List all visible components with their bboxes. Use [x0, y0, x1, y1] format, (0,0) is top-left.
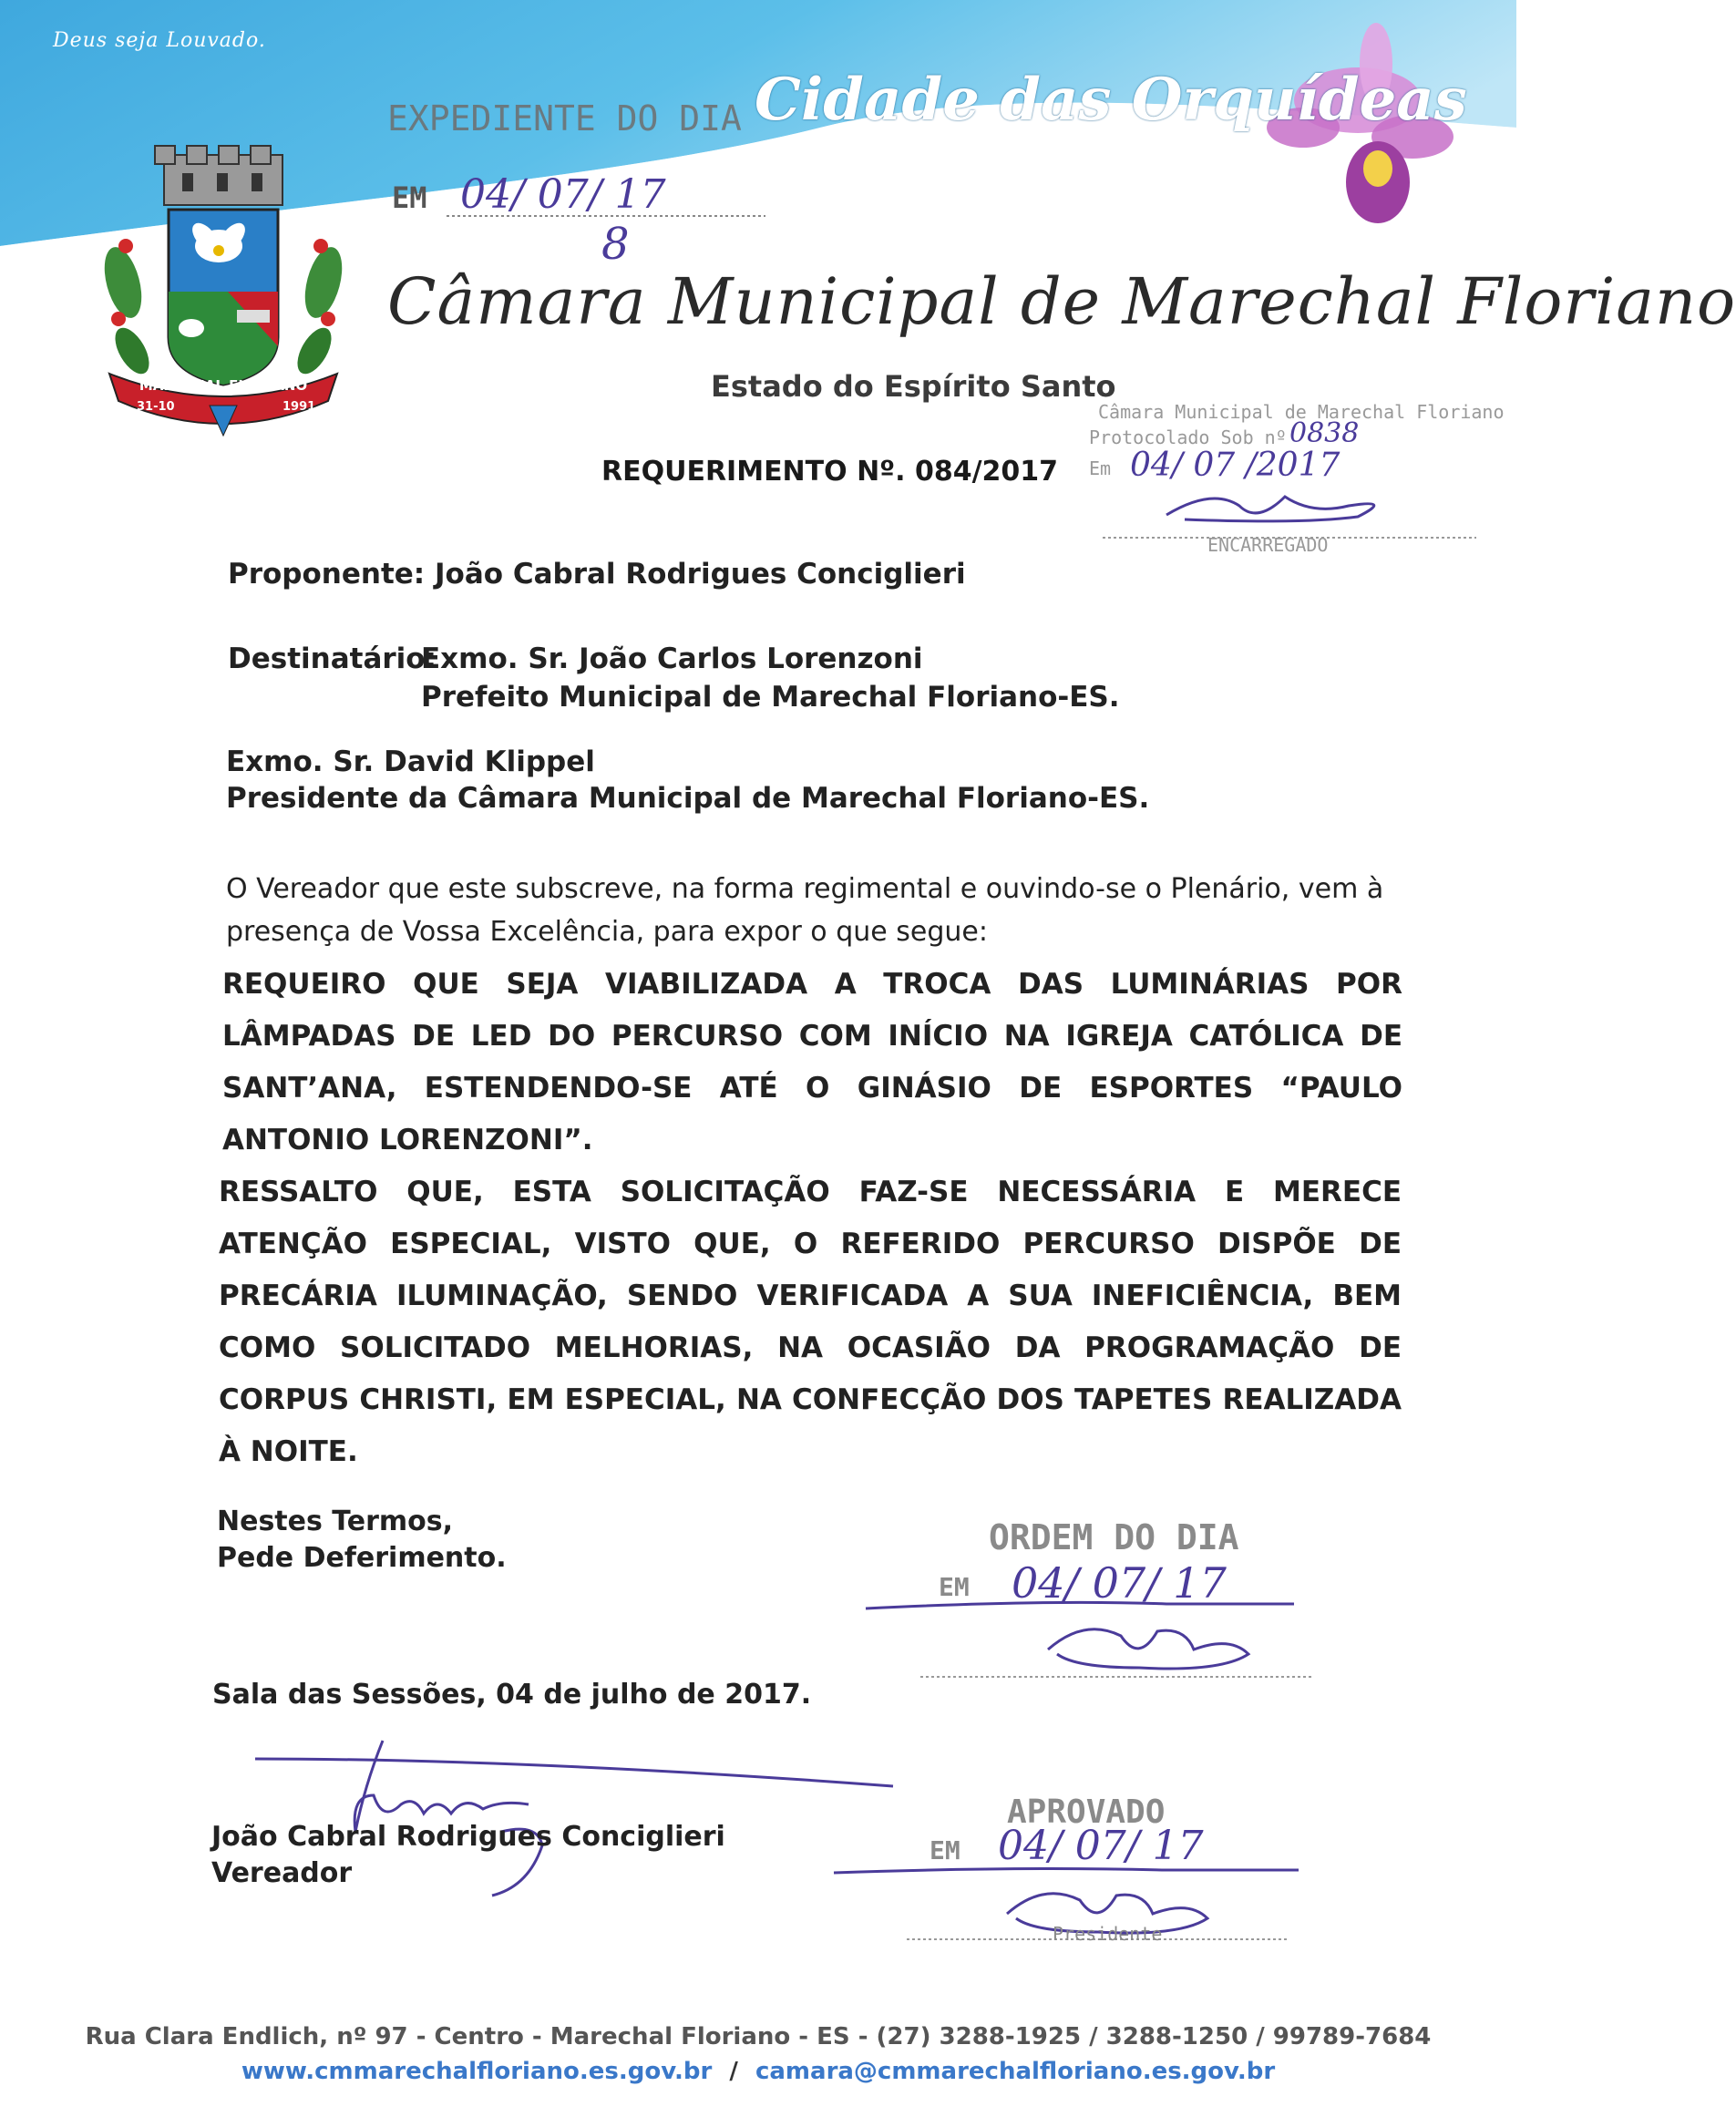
- aprovado-role: Presidente: [1053, 1923, 1163, 1945]
- protocol-number: 0838: [1289, 417, 1360, 449]
- expediente-date: 04/ 07/ 17: [460, 171, 666, 218]
- ordem-stamp-em: EM: [939, 1572, 970, 1602]
- protocol-role: ENCARREGADO: [1207, 534, 1329, 556]
- protocol-em: Em: [1089, 457, 1112, 479]
- footer-address: Rua Clara Endlich, nº 97 - Centro - Marechal Floriano - ES - (27) 3288-1925 / 3288-1250 / 99789-7684: [85, 2023, 1432, 2050]
- recipient-name: Exmo. Sr. João Carlos Lorenzoni: [421, 642, 923, 675]
- expediente-stamp-label: EXPEDIENTE DO DIA: [387, 98, 742, 139]
- justification-paragraph: RESSALTO QUE, ESTA SOLICITAÇÃO FAZ-SE NECESSÁRIA E MERECE ATENÇÃO ESPECIAL, VISTO QUE, O REFERIDO PERCURSO DISPÕE DE PRECÁRIA ILUMINAÇÃO, SENDO VERIFICADA A SUA INEFICIÊNCIA, BEM COMO SOLICITADO MELHORIAS, NA OCASIÃO DA PROGRAMAÇÃO DE CORPUS CHRISTI, EM ESPECIAL, NA CONFECÇÃO DOS TAPETES REALIZADA À NOITE.: [219, 1176, 1402, 1468]
- recipient-label: Destinatário:: [228, 642, 437, 675]
- crest-date-left: 31-10: [137, 400, 175, 414]
- protocol-date: 04/ 07 /2017: [1130, 447, 1341, 484]
- castle-crown-icon: [155, 146, 282, 205]
- footer-separator: /: [729, 2058, 738, 2085]
- aprovado-stamp-em: EM: [930, 1835, 960, 1865]
- header-motto: Deus seja Louvado.: [53, 29, 266, 52]
- city-title: Cidade das Orquídeas: [755, 66, 1467, 134]
- crest-shield: [169, 210, 278, 385]
- footer-website-link[interactable]: www.cmmarechalfloriano.es.gov.br: [241, 2058, 713, 2085]
- aprovado-stamp-label: APROVADO: [1007, 1793, 1166, 1831]
- state-subtitle: Estado do Espírito Santo: [711, 369, 1116, 404]
- second-recipient-name: Exmo. Sr. David Klippel: [226, 745, 595, 778]
- protocol-stamp-line1: Câmara Municipal de Marechal Floriano: [1098, 401, 1505, 423]
- expediente-stamp-em: EM: [392, 180, 427, 215]
- closing-line-1: Nestes Termos,: [217, 1506, 454, 1537]
- request-paragraph: REQUEIRO QUE SEJA VIABILIZADA A TROCA DAS LUMINÁRIAS POR LÂMPADAS DE LED DO PERCURSO COM INÍCIO NA IGREJA CATÓLICA DE SANT’ANA, ESTENDENDO-SE ATÉ O GINÁSIO DE ESPORTES “PAULO ANTONIO LORENZONI”.: [222, 968, 1402, 1156]
- protocol-stamp-line2: Protocolado Sob nº: [1089, 426, 1287, 448]
- second-recipient-role: Presidente da Câmara Municipal de Marechal Floriano-ES.: [226, 782, 1150, 815]
- expediente-mark: 8: [601, 219, 630, 270]
- chamber-title: Câmara Municipal de Marechal Floriano: [387, 264, 1736, 339]
- signer-name: João Cabral Rodrigues Conciglieri: [211, 1821, 725, 1853]
- document-title: REQUERIMENTO Nº. 084/2017: [601, 456, 1059, 488]
- municipal-crest: [100, 146, 346, 437]
- intro-paragraph: O Vereador que este subscreve, na forma regimental e ouvindo-se o Plenário, vem à presença de Vossa Excelência, para expor o que segue:: [226, 873, 1384, 948]
- place-date-line: Sala das Sessões, 04 de julho de 2017.: [212, 1679, 812, 1711]
- proponent-line: Proponente: João Cabral Rodrigues Conciglieri: [228, 558, 966, 591]
- recipient-role: Prefeito Municipal de Marechal Floriano-ES.: [421, 681, 1120, 714]
- closing-line-2: Pede Deferimento.: [217, 1542, 507, 1574]
- ordem-signature: [866, 1581, 1321, 1681]
- footer-contact: [0, 2058, 1516, 2085]
- ordem-stamp-label: ORDEM DO DIA: [989, 1517, 1239, 1557]
- footer-email-link[interactable]: camara@cmmarechalfloriano.es.gov.br: [755, 2058, 1276, 2085]
- crest-date-right: 1991: [282, 400, 316, 414]
- crest-ribbon-text: MARECHAL FLORIANO: [139, 377, 308, 394]
- ordem-date: 04/ 07/ 17: [1012, 1558, 1227, 1608]
- signer-role: Vereador: [211, 1857, 353, 1889]
- aprovado-date: 04/ 07/ 17: [998, 1823, 1204, 1869]
